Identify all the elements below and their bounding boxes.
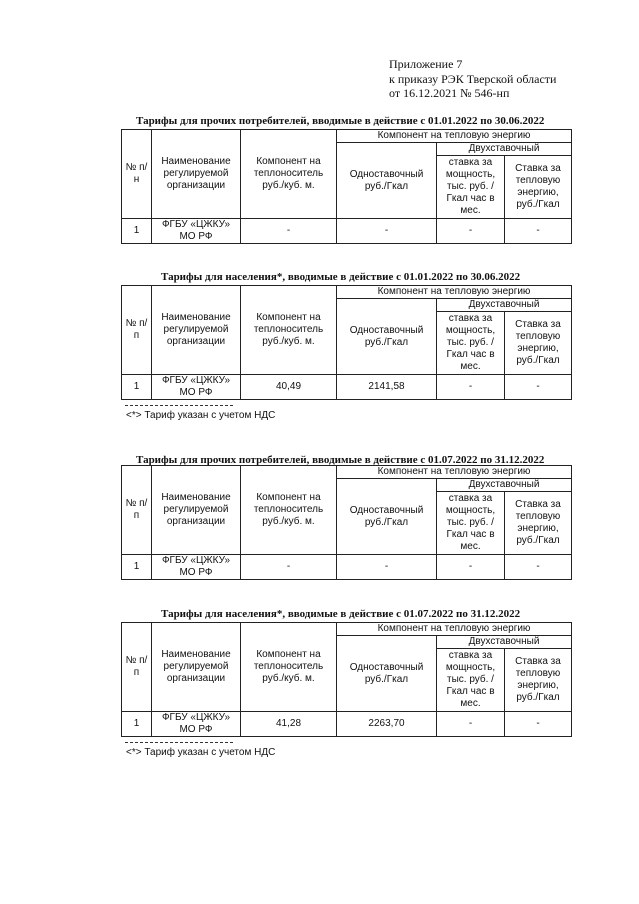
table-row [122, 219, 572, 244]
capacity-rate-header: ставка за мощность, тыс. руб. /Гкал час в мес. [437, 312, 505, 375]
thermal-component-header: Компонент на тепловую энергию [337, 130, 572, 143]
row-single-rate: 2263,70 [337, 712, 437, 737]
capacity-rate-header: ставка за мощность, тыс. руб. /Гкал час в мес. [437, 492, 505, 555]
coolant-header: Компонент на теплоноситель руб./куб. м. [241, 466, 337, 555]
row-org: ФГБУ «ЦЖКУ» МО РФ [152, 712, 241, 737]
table-title-2: Тарифы для населения*, вводимые в действие с 01.01.2022 по 30.06.2022 [161, 271, 521, 283]
tariff-table-3 [121, 465, 572, 580]
footnote-divider [125, 405, 233, 406]
appendix-number: Приложение 7 [389, 57, 463, 71]
tariff-table-4 [121, 622, 572, 737]
row-single-rate: - [337, 555, 437, 580]
single-rate-header: Одноставочный руб./Гкал [337, 479, 437, 555]
row-capacity-rate: - [437, 712, 505, 737]
footnote-divider [125, 742, 233, 743]
org-header: Наименование регулируемой организации [152, 130, 241, 219]
row-num: 1 [122, 712, 152, 737]
row-energy-rate: - [505, 219, 572, 244]
energy-rate-header: Ставка за тепловую энергию, руб./Гкал [505, 156, 572, 219]
two-rate-header: Двухставочный [437, 143, 572, 156]
org-header: Наименование регулируемой организации [152, 286, 241, 375]
row-single-rate: - [337, 219, 437, 244]
row-capacity-rate: - [437, 375, 505, 400]
coolant-header: Компонент на теплоноситель руб./куб. м. [241, 130, 337, 219]
table-row [122, 555, 572, 580]
two-rate-header: Двухставочный [437, 479, 572, 492]
appendix-header [389, 57, 556, 101]
row-capacity-rate: - [437, 219, 505, 244]
row-coolant: 40,49 [241, 375, 337, 400]
row-num: 1 [122, 219, 152, 244]
two-rate-header: Двухставочный [437, 636, 572, 649]
row-org: ФГБУ «ЦЖКУ» МО РФ [152, 555, 241, 580]
single-rate-header: Одноставочный руб./Гкал [337, 299, 437, 375]
row-energy-rate: - [505, 375, 572, 400]
table-title-1: Тарифы для прочих потребителей, вводимые в действие с 01.01.2022 по 30.06.2022 [136, 115, 545, 127]
tariff-table-2 [121, 285, 572, 400]
thermal-component-header: Компонент на тепловую энергию [337, 466, 572, 479]
table-row [122, 712, 572, 737]
row-org: ФГБУ «ЦЖКУ» МО РФ [152, 219, 241, 244]
table-row [122, 375, 572, 400]
coolant-header: Компонент на теплоноситель руб./куб. м. [241, 623, 337, 712]
energy-rate-header: Ставка за тепловую энергию, руб./Гкал [505, 312, 572, 375]
row-energy-rate: - [505, 712, 572, 737]
energy-rate-header: Ставка за тепловую энергию, руб./Гкал [505, 492, 572, 555]
num-header: № п/п [122, 286, 152, 375]
row-single-rate: 2141,58 [337, 375, 437, 400]
row-org: ФГБУ «ЦЖКУ» МО РФ [152, 375, 241, 400]
energy-rate-header: Ставка за тепловую энергию, руб./Гкал [505, 649, 572, 712]
thermal-component-header: Компонент на тепловую энергию [337, 623, 572, 636]
row-energy-rate: - [505, 555, 572, 580]
org-header: Наименование регулируемой организации [152, 466, 241, 555]
single-rate-header: Одноставочный руб./Гкал [337, 143, 437, 219]
row-num: 1 [122, 375, 152, 400]
tariff-table-1 [121, 129, 572, 244]
row-coolant: - [241, 555, 337, 580]
table-title-3: Тарифы для прочих потребителей, вводимые в действие с 01.07.2022 по 31.12.2022 [136, 454, 545, 466]
single-rate-header: Одноставочный руб./Гкал [337, 636, 437, 712]
row-coolant: - [241, 219, 337, 244]
capacity-rate-header: ставка за мощность, тыс. руб. /Гкал час в мес. [437, 649, 505, 712]
num-header: № п/п [122, 466, 152, 555]
coolant-header: Компонент на теплоноситель руб./куб. м. [241, 286, 337, 375]
footnote-vat: <*> Тариф указан с учетом НДС [126, 410, 276, 421]
row-num: 1 [122, 555, 152, 580]
org-header: Наименование регулируемой организации [152, 623, 241, 712]
num-header: № п/н [122, 130, 152, 219]
footnote-vat: <*> Тариф указан с учетом НДС [126, 747, 276, 758]
order-reference: к приказу РЭК Тверской области [389, 71, 557, 86]
capacity-rate-header: ставка за мощность, тыс. руб. /Гкал час в мес. [437, 156, 505, 219]
row-coolant: 41,28 [241, 712, 337, 737]
thermal-component-header: Компонент на тепловую энергию [337, 286, 572, 299]
order-date: от 16.12.2021 № 546-нп [389, 86, 510, 100]
two-rate-header: Двухставочный [437, 299, 572, 312]
row-capacity-rate: - [437, 555, 505, 580]
num-header: № п/п [122, 623, 152, 712]
table-title-4: Тарифы для населения*, вводимые в действие с 01.07.2022 по 31.12.2022 [161, 608, 521, 620]
